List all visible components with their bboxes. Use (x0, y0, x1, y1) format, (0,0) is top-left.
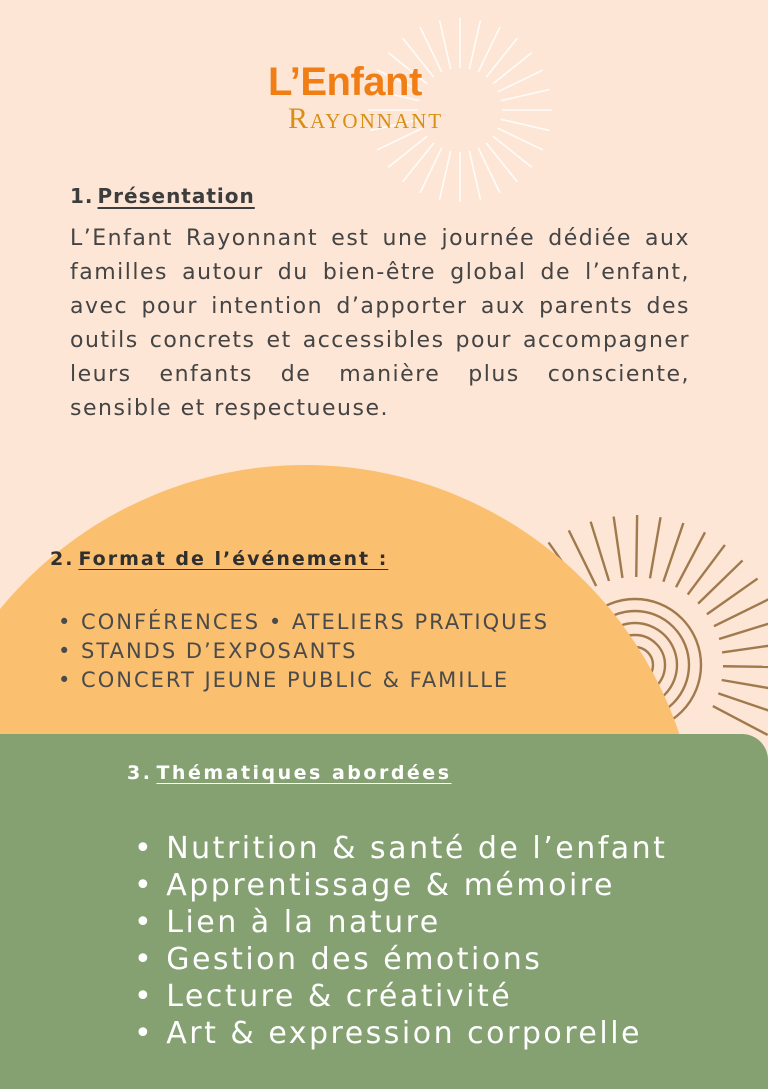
list-item: • Lecture & créativité (134, 979, 513, 1014)
section3-number: 3. (127, 762, 153, 784)
section3-title: Thématiques abordées (156, 762, 452, 784)
section1-title: Présentation (97, 184, 255, 208)
list-item: • Apprentissage & mémoire (134, 868, 615, 903)
logo (268, 60, 498, 134)
section2-number: 2. (50, 548, 75, 570)
section1-number: 1. (70, 184, 94, 208)
logo-line1: L’Enfant (268, 60, 422, 104)
list-item: • CONCERT JEUNE PUBLIC & FAMILLE (58, 668, 510, 692)
list-item: • Lien à la nature (134, 905, 441, 940)
list-item: • STANDS D’EXPOSANTS (58, 639, 358, 663)
format-list (58, 608, 549, 695)
section2-heading (50, 548, 388, 570)
logo-line2: Rayonnant (288, 102, 444, 135)
list-item: • CONFÉRENCES • ATELIERS PRATIQUES (58, 610, 550, 634)
themes-list (134, 830, 667, 1052)
list-item: • Art & expression corporelle (134, 1016, 643, 1051)
section1-heading (70, 184, 255, 208)
section2-title: Format de l’événement : (78, 548, 389, 570)
section1-body: L’Enfant Rayonnant est une journée dédiée aux familles autour du bien-être global de l’enfant, avec pour intention d’apporter aux parents des outils concrets et accessibles pour accompagner leurs enfants de manière plus consciente, sensible et respectueuse. (70, 226, 690, 421)
list-item: • Gestion des émotions (134, 942, 543, 977)
section3-heading (127, 762, 452, 784)
list-item: • Nutrition & santé de l’enfant (134, 831, 668, 866)
